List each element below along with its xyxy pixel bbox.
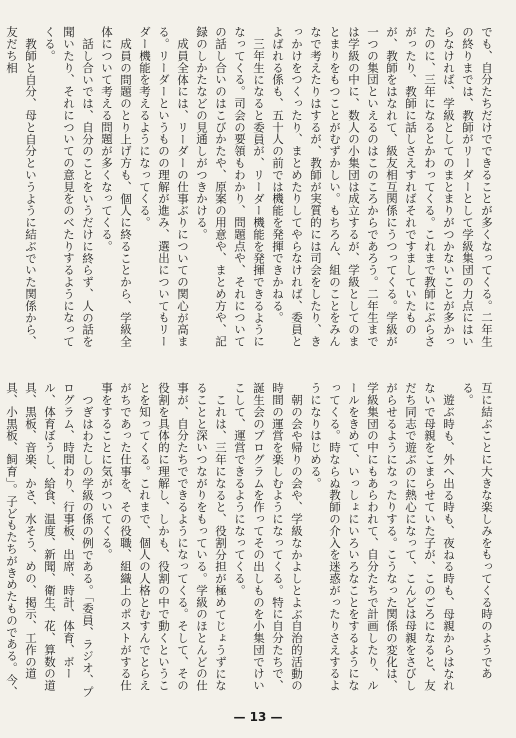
page-number: — 13 — bbox=[233, 710, 283, 724]
paragraph: 話し合いでは、自分のことをいうだけに終らず、人の話を聞いたり、それについての意見をのべたりするようになってくる。 bbox=[43, 26, 95, 348]
upper-text-block bbox=[5, 26, 496, 356]
paragraph: これは、三年になると、役割分担が極めてじょうずになることと深いつながりをもっている。学級のほとんどの仕事が、自分たちでできるようになってくる。そして、その役割を具体的に理解し、しかも、役割の中で動くということを知ってくる。これまで、個人の人格とむすんでとらえがちであった仕事を、その役職、組織上のポストがする仕事をすることに気がついてくる。 bbox=[100, 382, 228, 692]
paragraph: 教師と自分、母と自分というように結ぶでいた関係から、友だち相 bbox=[5, 26, 38, 347]
paragraph: 成員の問題のとり上げ方も、個人に終ることから、学級全体について考える問題が多くなってくる。 bbox=[100, 26, 133, 347]
paragraph: 遊ぶ時も、外へ出る時も、夜ねる時も、母親からはなれないで母親をこまらせていた子が、このごろになると、友だち同志で遊ぶのに熱心になって、こんどは母親をさびしがらせるようになったりする。こうなった関係の変化は、学級集団の中にもあらわれて、自分たちで計画したり、ルールをきめて、いっしょにいろいろなことをするようになってくる。時ならぬ教師の介入を迷惑がったりさえするようになりはじめる。 bbox=[309, 382, 456, 692]
paragraph: 三年生になると委員が、リーダー機能を発揮できるようになってくる。司会の要領もわかり、問題点や、それについての話し合いのはこびかたや、原案の用意や、まとめ方や、記録のしかたなどの見通しがつきかける。 bbox=[195, 26, 266, 348]
paragraph: でも、自分たちだけでできることが多くなってくる。二年生の終りまでは、教師がリーダーとして学級集団の力点にはいらなければ、学級としてのまとまりがつかないことが多かったのに、三年になるとかわってくる。これまで教師にぶらさがったり、教師に話しさえすればそれですましていたものが、教師をはなれて、級友相互関係にうつってくる。学級が一つの集団といえるのはこのころからであろう。二年生までは学級の中に、数人の小集団は成立するが、学級としてのまとまりをもつことがむずかしい。もちろん、組のことをみんなで考えたりはするが、教師が実質的には司会をしたり、きっかけをつくったり、まとめたりしてやらなければ、委員とよばれる係も、五十人の前では機能を発揮できかねる。 bbox=[271, 26, 494, 348]
lower-text-block bbox=[5, 382, 496, 700]
paragraph: 互に結ぶことに大きな楽しみをもってくる時のようである。 bbox=[461, 382, 494, 680]
paragraph: 朝の会や帰りの会や、学級なかよしとよぶ自治的活動の時間の運営を楽しむようになってくる。特に自分たちで、誕生会のプログラムを作ってその出しものを小集団でけいこして、運営できるようになってくる。 bbox=[233, 382, 304, 692]
paragraph: つぎはわたしの学級の係の例である。「委員、ラジオ、プログラム、時間わり、行事板、出席、時計、体育、ボール、体育ぼうし、給食、温度、新聞、衛生、花、算数の道具、黒板、音楽、かさ、水そう、めの、掲示、工作の道具、小黒板、飼育」。子どもたちがきめたものである。今、 bbox=[5, 382, 95, 698]
paragraph: 成員全体には、リーダーの仕事ぶりについての関心が高まる。リーダーというものの理解が進み、選出についてもリーダー機能を考えるようになってくる。 bbox=[138, 26, 190, 348]
